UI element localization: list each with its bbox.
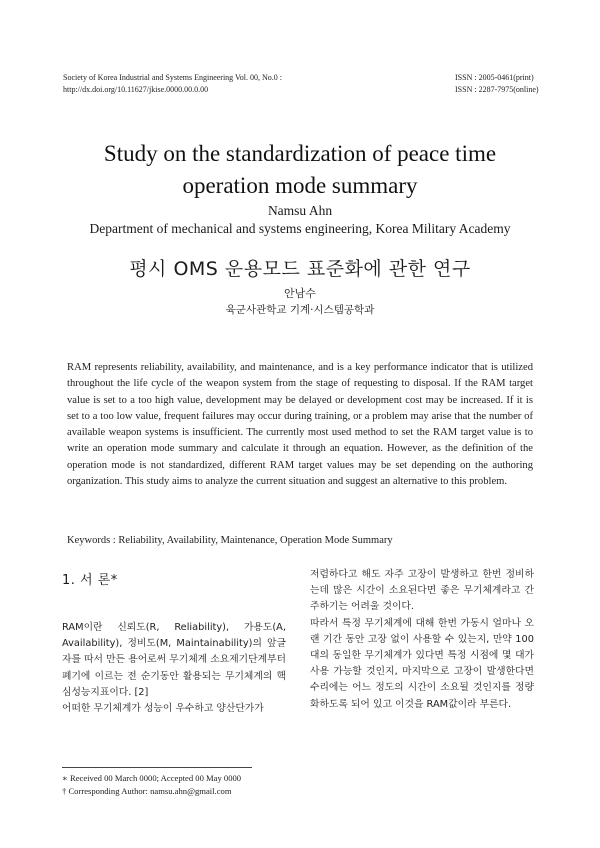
author-name-ko: 안남수 [284,287,316,300]
issn-block [455,72,539,96]
journal-header [63,72,282,96]
left-column [62,620,286,717]
issn-online: ISSN : 2287-7975(online) [455,85,539,94]
paper-title-ko: 평시 OMS 운용모드 표준화에 관한 연구 [129,258,471,280]
footnote-received: ∗ Received 00 March 0000; Accepted 00 May 0000 [62,773,242,783]
intro-paragraph-4: 따라서 특정 무기체계에 대해 한번 가동시 얼마나 오랜 기간 동안 고장 없이 사용할 수 있는지, 만약 100대의 동일한 무기체계가 있다면 특정 시점에 몇 대가 사용 가능할 것인지, 마지막으로 고장이 발생한다면 수리에는 어느 정도의 시간이 소요될 것인지를 정량화하도록 되어 있고 이것을 RAM값이라 부른다. [310,617,534,710]
doi-link[interactable]: http://dx.doi.org/10.11627/jkise.0000.00.0.00 [63,85,209,94]
footnote-corresponding: † Corresponding Author: namsu.ahn@gmail.com [62,786,232,796]
journal-name: Society of Korea Industrial and Systems Engineering Vol. 00, No.0 : [63,73,283,82]
abstract: RAM represents reliability, availability, and maintenance, and is a key performance indicator that is utilized throughout the life cycle of the weapon system from the stage of requesting to disposal. If the RAM target value is set to a too high value, development may be delayed or development cost may be increased. If it is set to a too low value, frequent failures may occur during training, or a problem may arise that the number of available weapon systems is insufficient. The currently most used method to set the RAM target value is to write an operation mode summary and calculate it through an equation. However, as the definition of the operation mode is not standardized, different RAM target values may be set depending on the authoring organization. This study aims to analyze the current situation and suggest an alternative to this problem. [67,362,533,488]
keywords: Keywords : Reliability, Availability, Maintenance, Operation Mode Summary [67,535,393,546]
footnote-divider [62,767,252,768]
intro-paragraph-2: 어떠한 무기체계가 성능이 우수하고 양산단가가 [62,703,264,715]
section-heading-introduction: 1. 서 론* [62,573,118,588]
intro-paragraph-1: RAM이란 신뢰도(R, Reliability), 가용도(A, Availability), 정비도(M, Maintainability)의 앞글자를 따서 만든 용어로써 무기체계 소요제기단계부터 폐기에 이르는 전 순기동안 활용되는 무기체계의 핵심성능지표이다. [2] [62,622,286,698]
intro-paragraph-3: 저렴하다고 해도 자주 고장이 발생하고 한번 정비하는데 많은 시간이 소요된다면 좋은 무기체계라고 간주하기는 어려울 것이다. [310,569,534,613]
right-column [310,567,534,713]
title-line-1: Study on the standardization of peace time [103,141,497,166]
affiliation-en: Department of mechanical and systems engineering, Korea Military Academy [89,221,511,236]
affiliation-ko: 육군사관학교 기계·시스템공학과 [225,304,375,316]
issn-print: ISSN : 2005-0461(print) [455,73,534,82]
paper-title-en [40,138,560,202]
title-line-2: operation mode summary [182,173,418,198]
author-name-en: Namsu Ahn [267,203,333,218]
